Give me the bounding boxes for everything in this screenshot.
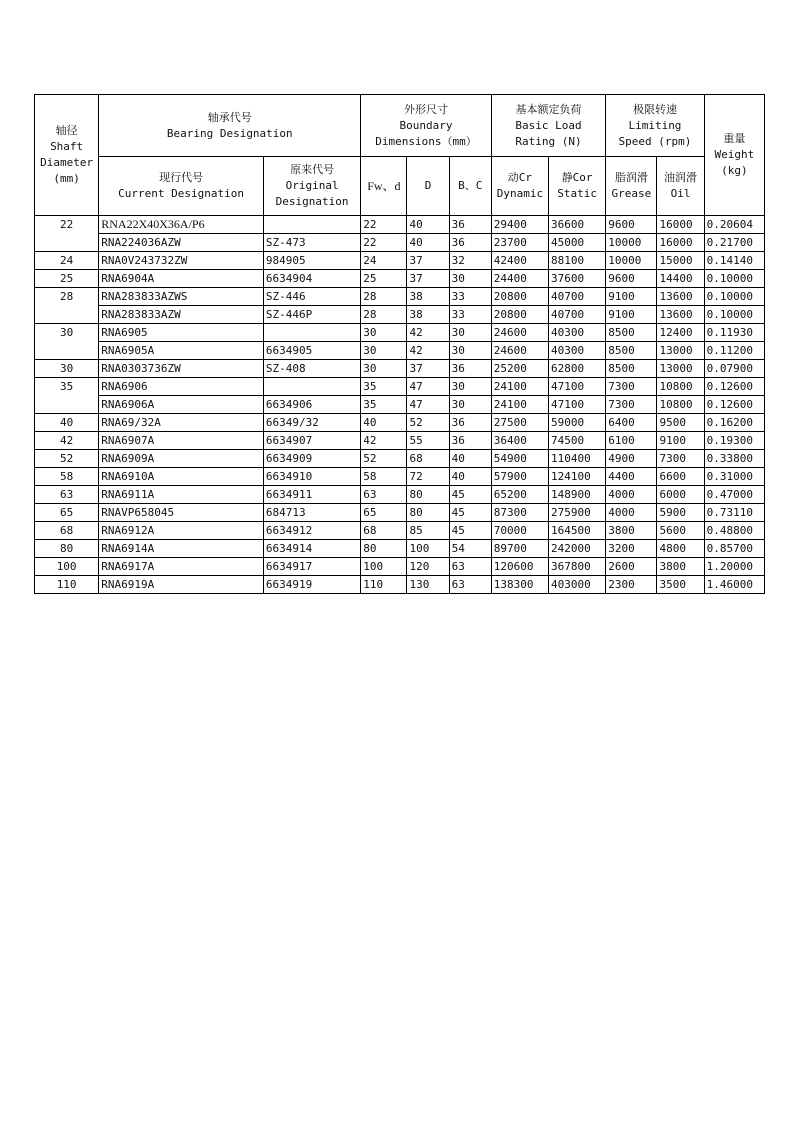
- cell-grease: 7300: [606, 378, 657, 396]
- cell-cr: 24400: [491, 270, 548, 288]
- cell-D: 37: [407, 360, 449, 378]
- cell-current: RNA6906: [99, 378, 264, 396]
- table-row: [35, 324, 765, 342]
- header-load-zh: 基本额定负荷: [515, 102, 582, 116]
- cell-bc: 32: [449, 252, 491, 270]
- cell-cr: 25200: [491, 360, 548, 378]
- table-row: [35, 288, 765, 306]
- cell-original: 6634914: [263, 540, 360, 558]
- cell-cr: 29400: [491, 216, 548, 234]
- cell-weight: 0.16200: [704, 414, 764, 432]
- cell-weight: 0.33800: [704, 450, 764, 468]
- cell-original: SZ-446: [263, 288, 360, 306]
- header-limiting-speed: [606, 95, 704, 157]
- cell-original: SZ-408: [263, 360, 360, 378]
- cell-D: 40: [407, 216, 449, 234]
- cell-current: RNA6911A: [99, 486, 264, 504]
- cell-bc: 36: [449, 216, 491, 234]
- cell-grease: 3800: [606, 522, 657, 540]
- cell-grease: 8500: [606, 360, 657, 378]
- header-speed-zh: 极限转速: [632, 102, 677, 116]
- cell-original: 6634919: [263, 576, 360, 594]
- cell-weight: 0.10000: [704, 288, 764, 306]
- cell-shaft-diameter: 65: [35, 504, 99, 522]
- cell-original: 6634910: [263, 468, 360, 486]
- cell-bc: 33: [449, 288, 491, 306]
- cell-cor: 148900: [549, 486, 606, 504]
- cell-bc: 30: [449, 324, 491, 342]
- cell-current: RNA0V243732ZW: [99, 252, 264, 270]
- cell-cr: 24600: [491, 324, 548, 342]
- cell-oil: 13600: [657, 288, 704, 306]
- cell-weight: 0.31000: [704, 468, 764, 486]
- cell-fw: 24: [361, 252, 407, 270]
- cell-D: 68: [407, 450, 449, 468]
- header-original-en1: Original: [285, 179, 339, 192]
- cell-D: 52: [407, 414, 449, 432]
- table-row: [35, 504, 765, 522]
- cell-cr: 87300: [491, 504, 548, 522]
- table-row: [35, 558, 765, 576]
- table-row: [35, 486, 765, 504]
- cell-shaft-diameter: 68: [35, 522, 99, 540]
- cell-weight: 0.11930: [704, 324, 764, 342]
- table-row: [35, 432, 765, 450]
- cell-weight: 0.47000: [704, 486, 764, 504]
- header-speed-en2: Speed (rpm): [618, 134, 692, 148]
- header-weight-en: Weight: [714, 148, 755, 161]
- cell-fw: 22: [361, 234, 407, 252]
- cell-fw: 68: [361, 522, 407, 540]
- cell-D: 38: [407, 306, 449, 324]
- header-shaft-zh: 轴径: [55, 124, 78, 137]
- cell-grease: 10000: [606, 252, 657, 270]
- header-current-designation: [99, 157, 264, 216]
- cell-cr: 42400: [491, 252, 548, 270]
- cell-oil: 3500: [657, 576, 704, 594]
- table-row: [35, 414, 765, 432]
- cell-current: RNA6912A: [99, 522, 264, 540]
- cell-bc: 36: [449, 414, 491, 432]
- cell-D: 120: [407, 558, 449, 576]
- cell-oil: 13000: [657, 342, 704, 360]
- cell-cr: 70000: [491, 522, 548, 540]
- header-weight-unit: (kg): [721, 164, 748, 177]
- cell-fw: 30: [361, 324, 407, 342]
- cell-grease: 7300: [606, 396, 657, 414]
- cell-oil: 10800: [657, 378, 704, 396]
- header-load-en1: Basic Load: [515, 118, 582, 132]
- cell-shaft-diameter: 35: [35, 378, 99, 414]
- cell-shaft-diameter: 40: [35, 414, 99, 432]
- cell-cor: 74500: [549, 432, 606, 450]
- cell-D: 72: [407, 468, 449, 486]
- cell-fw: 25: [361, 270, 407, 288]
- header-boundary-dimensions: [361, 95, 492, 157]
- header-shaft-en2: Diameter: [40, 156, 94, 169]
- cell-grease: 8500: [606, 324, 657, 342]
- cell-current: RNA6919A: [99, 576, 264, 594]
- cell-cor: 45000: [549, 234, 606, 252]
- cell-fw: 40: [361, 414, 407, 432]
- cell-fw: 22: [361, 216, 407, 234]
- cell-shaft-diameter: 25: [35, 270, 99, 288]
- cell-D: 40: [407, 234, 449, 252]
- header-original-zh: 原来代号: [290, 163, 335, 176]
- cell-D: 47: [407, 378, 449, 396]
- cell-weight: 0.07900: [704, 360, 764, 378]
- header-dynamic-zh: 动Cr: [507, 171, 533, 184]
- cell-fw: 42: [361, 432, 407, 450]
- cell-oil: 3800: [657, 558, 704, 576]
- header-shaft-unit: (mm): [53, 172, 80, 185]
- cell-cr: 27500: [491, 414, 548, 432]
- header-boundary-en2: Dimensions（mm）: [375, 134, 477, 148]
- cell-cor: 47100: [549, 378, 606, 396]
- cell-original: 66349/32: [263, 414, 360, 432]
- cell-weight: 0.11200: [704, 342, 764, 360]
- cell-shaft-diameter: 100: [35, 558, 99, 576]
- header-original-designation: [263, 157, 360, 216]
- header-boundary-zh: 外形尺寸: [404, 102, 449, 116]
- cell-grease: 4400: [606, 468, 657, 486]
- cell-cor: 164500: [549, 522, 606, 540]
- cell-fw: 80: [361, 540, 407, 558]
- cell-bc: 45: [449, 486, 491, 504]
- header-oil: [657, 157, 704, 216]
- table-row: [35, 540, 765, 558]
- table-row: [35, 576, 765, 594]
- cell-cr: 24600: [491, 342, 548, 360]
- cell-weight: 0.20604: [704, 216, 764, 234]
- table-row: [35, 216, 765, 234]
- cell-fw: 58: [361, 468, 407, 486]
- cell-original: 6634906: [263, 396, 360, 414]
- table-row: [35, 522, 765, 540]
- table-row: [35, 306, 765, 324]
- cell-cr: 120600: [491, 558, 548, 576]
- cell-current: RNA6905A: [99, 342, 264, 360]
- cell-oil: 13600: [657, 306, 704, 324]
- cell-original: 6634907: [263, 432, 360, 450]
- header-b-c: B、C: [449, 157, 491, 216]
- header-speed-en1: Limiting: [628, 118, 682, 132]
- header-bearing-designation: [99, 95, 361, 157]
- cell-cor: 124100: [549, 468, 606, 486]
- cell-oil: 16000: [657, 234, 704, 252]
- cell-oil: 5600: [657, 522, 704, 540]
- cell-cr: 65200: [491, 486, 548, 504]
- cell-bc: 63: [449, 558, 491, 576]
- cell-grease: 2600: [606, 558, 657, 576]
- cell-cor: 88100: [549, 252, 606, 270]
- cell-bc: 63: [449, 576, 491, 594]
- cell-weight: 0.21700: [704, 234, 764, 252]
- cell-D: 55: [407, 432, 449, 450]
- cell-original: 6634911: [263, 486, 360, 504]
- header-load-en2: Rating (N): [515, 134, 582, 148]
- cell-bc: 40: [449, 450, 491, 468]
- cell-weight: 0.10000: [704, 270, 764, 288]
- table-row: [35, 270, 765, 288]
- cell-shaft-diameter: 80: [35, 540, 99, 558]
- cell-D: 37: [407, 252, 449, 270]
- header-current-zh: 现行代号: [159, 171, 204, 184]
- cell-current: RNA6914A: [99, 540, 264, 558]
- cell-current: RNA6906A: [99, 396, 264, 414]
- cell-shaft-diameter: 110: [35, 576, 99, 594]
- cell-cor: 37600: [549, 270, 606, 288]
- cell-weight: 1.46000: [704, 576, 764, 594]
- cell-weight: 0.73110: [704, 504, 764, 522]
- table-body: [35, 216, 765, 594]
- cell-D: 100: [407, 540, 449, 558]
- cell-oil: 6000: [657, 486, 704, 504]
- cell-cor: 367800: [549, 558, 606, 576]
- cell-cr: 20800: [491, 288, 548, 306]
- cell-D: 80: [407, 486, 449, 504]
- cell-shaft-diameter: 28: [35, 288, 99, 324]
- cell-cor: 242000: [549, 540, 606, 558]
- cell-grease: 9600: [606, 270, 657, 288]
- cell-D: 85: [407, 522, 449, 540]
- cell-oil: 14400: [657, 270, 704, 288]
- cell-oil: 7300: [657, 450, 704, 468]
- cell-original: 684713: [263, 504, 360, 522]
- cell-cor: 40300: [549, 324, 606, 342]
- cell-shaft-diameter: 24: [35, 252, 99, 270]
- table-row: [35, 378, 765, 396]
- cell-bc: 30: [449, 378, 491, 396]
- cell-weight: 0.48800: [704, 522, 764, 540]
- cell-cr: 54900: [491, 450, 548, 468]
- header-dynamic: [491, 157, 548, 216]
- header-dynamic-en: Dynamic: [496, 187, 544, 200]
- cell-bc: 36: [449, 234, 491, 252]
- cell-fw: 28: [361, 306, 407, 324]
- cell-weight: 0.14140: [704, 252, 764, 270]
- cell-fw: 110: [361, 576, 407, 594]
- cell-oil: 12400: [657, 324, 704, 342]
- cell-weight: 0.85700: [704, 540, 764, 558]
- cell-shaft-diameter: 52: [35, 450, 99, 468]
- header-original-en2: Designation: [275, 195, 349, 208]
- table-row: [35, 252, 765, 270]
- cell-oil: 10800: [657, 396, 704, 414]
- cell-fw: 30: [361, 360, 407, 378]
- cell-fw: 35: [361, 378, 407, 396]
- cell-weight: 0.19300: [704, 432, 764, 450]
- cell-current: RNA0303736ZW: [99, 360, 264, 378]
- cell-grease: 2300: [606, 576, 657, 594]
- cell-current: RNA6917A: [99, 558, 264, 576]
- header-designation-zh: 轴承代号: [207, 110, 252, 124]
- cell-D: 130: [407, 576, 449, 594]
- header-basic-load-rating: [491, 95, 605, 157]
- cell-bc: 45: [449, 504, 491, 522]
- cell-original: 6634904: [263, 270, 360, 288]
- cell-original: SZ-446P: [263, 306, 360, 324]
- cell-cor: 36600: [549, 216, 606, 234]
- cell-cr: 23700: [491, 234, 548, 252]
- bearing-spec-table: [34, 94, 765, 594]
- header-designation-en: Bearing Designation: [166, 126, 293, 140]
- cell-D: 37: [407, 270, 449, 288]
- cell-D: 80: [407, 504, 449, 522]
- cell-weight: 0.12600: [704, 378, 764, 396]
- cell-fw: 35: [361, 396, 407, 414]
- cell-original: [263, 378, 360, 396]
- cell-grease: 8500: [606, 342, 657, 360]
- cell-weight: 1.20000: [704, 558, 764, 576]
- cell-shaft-diameter: 58: [35, 468, 99, 486]
- cell-original: [263, 216, 360, 234]
- cell-weight: 0.10000: [704, 306, 764, 324]
- cell-cr: 20800: [491, 306, 548, 324]
- cell-oil: 15000: [657, 252, 704, 270]
- cell-D: 42: [407, 342, 449, 360]
- header-d: D: [407, 157, 449, 216]
- cell-bc: 30: [449, 396, 491, 414]
- cell-cor: 110400: [549, 450, 606, 468]
- cell-oil: 9100: [657, 432, 704, 450]
- cell-grease: 4900: [606, 450, 657, 468]
- header-current-en: Current Designation: [118, 187, 244, 200]
- cell-cor: 59000: [549, 414, 606, 432]
- cell-bc: 40: [449, 468, 491, 486]
- cell-shaft-diameter: 42: [35, 432, 99, 450]
- header-grease: [606, 157, 657, 216]
- cell-grease: 9100: [606, 288, 657, 306]
- cell-bc: 36: [449, 360, 491, 378]
- cell-cor: 47100: [549, 396, 606, 414]
- table-row: [35, 342, 765, 360]
- table-row: [35, 234, 765, 252]
- cell-D: 42: [407, 324, 449, 342]
- header-static: [549, 157, 606, 216]
- cell-grease: 9600: [606, 216, 657, 234]
- cell-bc: 30: [449, 270, 491, 288]
- cell-grease: 9100: [606, 306, 657, 324]
- cell-cr: 57900: [491, 468, 548, 486]
- cell-original: [263, 324, 360, 342]
- cell-current: RNA6907A: [99, 432, 264, 450]
- cell-current: RNA69/32A: [99, 414, 264, 432]
- cell-grease: 3200: [606, 540, 657, 558]
- cell-cr: 24100: [491, 378, 548, 396]
- cell-grease: 10000: [606, 234, 657, 252]
- cell-current: RNA283833AZW: [99, 306, 264, 324]
- header-boundary-en1: Boundary: [399, 118, 453, 132]
- cell-shaft-diameter: 30: [35, 360, 99, 378]
- header-weight: [704, 95, 764, 216]
- cell-oil: 16000: [657, 216, 704, 234]
- cell-current: RNA6910A: [99, 468, 264, 486]
- header-grease-en: Grease: [611, 187, 652, 200]
- cell-oil: 6600: [657, 468, 704, 486]
- cell-fw: 28: [361, 288, 407, 306]
- cell-shaft-diameter: 63: [35, 486, 99, 504]
- cell-grease: 4000: [606, 486, 657, 504]
- cell-bc: 54: [449, 540, 491, 558]
- cell-current: RNA283833AZWS: [99, 288, 264, 306]
- cell-bc: 45: [449, 522, 491, 540]
- header-oil-en: Oil: [670, 187, 691, 200]
- cell-current: RNA22X40X36A/P6: [99, 216, 264, 234]
- cell-original: 6634912: [263, 522, 360, 540]
- cell-cor: 40300: [549, 342, 606, 360]
- table-row: [35, 360, 765, 378]
- cell-oil: 13000: [657, 360, 704, 378]
- cell-current: RNA6904A: [99, 270, 264, 288]
- cell-current: RNA6909A: [99, 450, 264, 468]
- cell-current: RNA224036AZW: [99, 234, 264, 252]
- cell-grease: 4000: [606, 504, 657, 522]
- cell-cor: 403000: [549, 576, 606, 594]
- cell-cor: 275900: [549, 504, 606, 522]
- cell-original: 6634909: [263, 450, 360, 468]
- cell-fw: 63: [361, 486, 407, 504]
- cell-cor: 40700: [549, 288, 606, 306]
- table-row: [35, 468, 765, 486]
- cell-fw: 30: [361, 342, 407, 360]
- table-row: [35, 396, 765, 414]
- header-shaft-diameter: [35, 95, 99, 216]
- cell-bc: 33: [449, 306, 491, 324]
- table-row: [35, 450, 765, 468]
- cell-grease: 6100: [606, 432, 657, 450]
- header-static-zh: 静Cor: [561, 171, 593, 184]
- cell-original: 6634917: [263, 558, 360, 576]
- cell-original: 984905: [263, 252, 360, 270]
- header-weight-zh: 重量: [723, 132, 746, 145]
- cell-D: 38: [407, 288, 449, 306]
- cell-weight: 0.12600: [704, 396, 764, 414]
- cell-shaft-diameter: 30: [35, 324, 99, 360]
- cell-oil: 9500: [657, 414, 704, 432]
- cell-bc: 30: [449, 342, 491, 360]
- cell-bc: 36: [449, 432, 491, 450]
- cell-cr: 24100: [491, 396, 548, 414]
- cell-fw: 65: [361, 504, 407, 522]
- cell-cr: 36400: [491, 432, 548, 450]
- cell-cor: 62800: [549, 360, 606, 378]
- cell-original: SZ-473: [263, 234, 360, 252]
- cell-fw: 52: [361, 450, 407, 468]
- cell-current: RNA6905: [99, 324, 264, 342]
- cell-oil: 4800: [657, 540, 704, 558]
- cell-cr: 89700: [491, 540, 548, 558]
- header-fw-d: Fw、d: [361, 157, 407, 216]
- cell-fw: 100: [361, 558, 407, 576]
- cell-original: 6634905: [263, 342, 360, 360]
- header-shaft-en1: Shaft: [50, 140, 84, 153]
- cell-cor: 40700: [549, 306, 606, 324]
- header-oil-zh: 油润滑: [664, 171, 698, 184]
- cell-grease: 6400: [606, 414, 657, 432]
- cell-current: RNAVP658045: [99, 504, 264, 522]
- cell-oil: 5900: [657, 504, 704, 522]
- cell-cr: 138300: [491, 576, 548, 594]
- cell-shaft-diameter: 22: [35, 216, 99, 252]
- header-static-en: Static: [557, 187, 597, 200]
- header-grease-zh: 脂润滑: [614, 171, 648, 184]
- cell-D: 47: [407, 396, 449, 414]
